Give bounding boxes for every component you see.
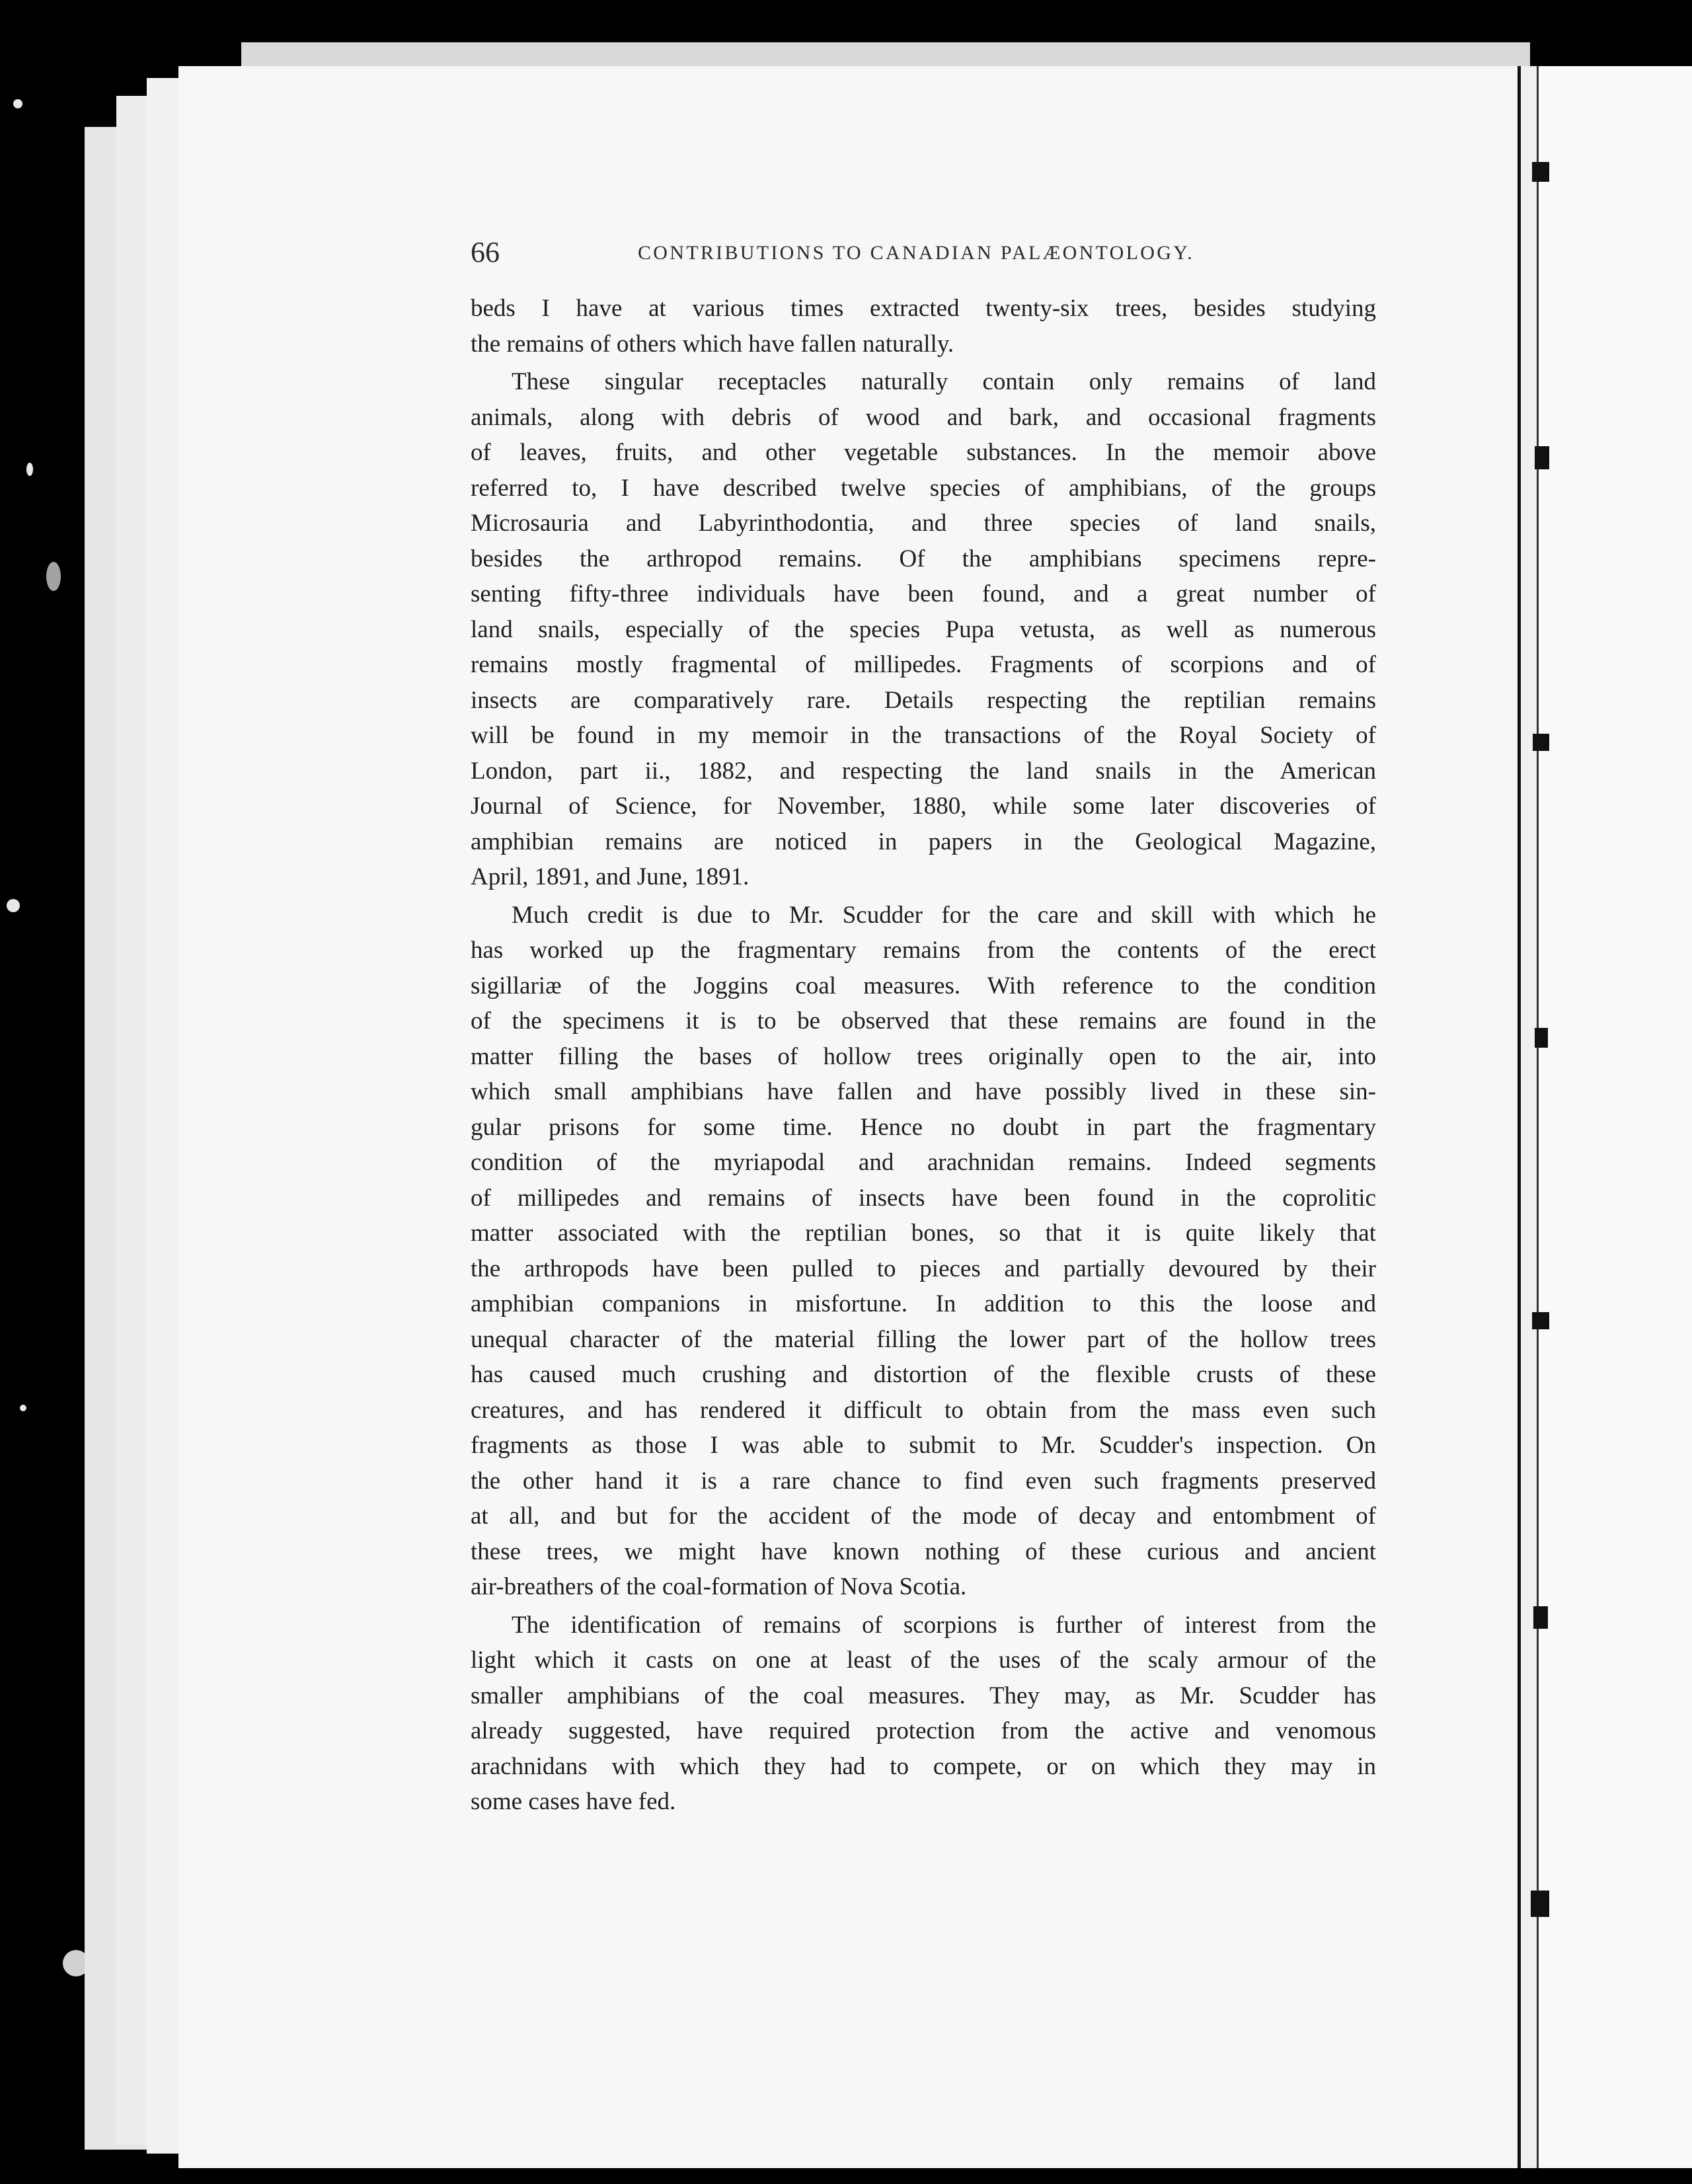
paragraph <box>471 1608 1376 1820</box>
text-line: matter associated with the reptilian bones, so that it is quite likely that <box>471 1220 1376 1247</box>
text-line: The identification of remains of scorpions is further of interest from the <box>512 1611 1376 1639</box>
text-line: will be found in my memoir in the transactions of the Royal Society of <box>471 722 1376 749</box>
text-line: of the specimens it is to be observed that these remains are found in the <box>471 1007 1376 1034</box>
text-line: matter filling the bases of hollow trees originally open to the air, into <box>471 1042 1376 1070</box>
paragraph <box>471 364 1376 895</box>
text-line: Microsauria and Labyrinthodontia, and three species of land snails, <box>471 510 1376 537</box>
text-line: Much credit is due to Mr. Scudder for the care and skill with which he <box>512 901 1376 929</box>
text-line: beds I have at various times extracted twenty-six trees, besides studying <box>471 295 1376 322</box>
running-title: CONTRIBUTIONS TO CANADIAN PALÆONTOLOGY. <box>638 242 1195 264</box>
text-line: senting fifty-three individuals have been found, and a great number of <box>471 580 1376 607</box>
scan-speck <box>20 1405 26 1411</box>
text-line: of leaves, fruits, and other vegetable substances. In the memoir above <box>471 439 1376 466</box>
text-line: animals, along with debris of wood and bark, and occasional fragments <box>471 403 1376 431</box>
binding-stitch <box>1533 734 1549 751</box>
binding-stitch <box>1532 1312 1549 1329</box>
text-line: These singular receptacles naturally contain only remains of land <box>512 368 1376 395</box>
facing-page-edge <box>1537 66 1692 2168</box>
binding-stitch <box>1531 1891 1549 1917</box>
text-line: sigillariæ of the Joggins coal measures. With reference to the condition <box>471 972 1376 999</box>
text-line: April, 1891, and June, 1891. <box>471 863 750 890</box>
scan-speck <box>46 562 61 591</box>
text-line: remains mostly fragmental of millipedes. Fragments of scorpions and of <box>471 651 1376 678</box>
paragraph <box>471 291 1376 362</box>
scan-speck <box>13 99 22 108</box>
text-line: the arthropods have been pulled to pieces and partially devoured by their <box>471 1255 1376 1282</box>
text-line: unequal character of the material filling the lower part of the hollow trees <box>471 1325 1376 1353</box>
text-line: of millipedes and remains of insects have been found in the coprolitic <box>471 1184 1376 1212</box>
binding-stitch <box>1532 162 1549 182</box>
text-line: referred to, I have described twelve species of amphibians, of the groups <box>471 474 1376 502</box>
binding-stitch <box>1535 446 1549 469</box>
text-line: already suggested, have required protection from the active and venomous <box>471 1717 1376 1744</box>
text-line: fragments as those I was able to submit to Mr. Scudder's inspection. On <box>471 1432 1376 1459</box>
text-line: smaller amphibians of the coal measures. They may, as Mr. Scudder has <box>471 1682 1376 1709</box>
body-text <box>471 291 1376 1820</box>
text-line: amphibian companions in misfortune. In addition to this the loose and <box>471 1290 1376 1317</box>
text-line: has worked up the fragmentary remains from the contents of the erect <box>471 937 1376 964</box>
running-head <box>471 236 1198 269</box>
text-line: has caused much crushing and distortion of the flexible crusts of these <box>471 1361 1376 1388</box>
paragraph <box>471 898 1376 1605</box>
text-line: arachnidans with which they had to compete, or on which they may in <box>471 1752 1376 1780</box>
binding-stitch <box>1535 1028 1548 1048</box>
text-line: gular prisons for some time. Hence no doubt in part the fragmentary <box>471 1113 1376 1141</box>
text-line: condition of the myriapodal and arachnidan remains. Indeed segments <box>471 1149 1376 1176</box>
text-line: at all, and but for the accident of the mode of decay and entombment of <box>471 1502 1376 1530</box>
text-line: creatures, and has rendered it difficult to obtain from the mass even such <box>471 1396 1376 1424</box>
text-line: some cases have fed. <box>471 1788 676 1815</box>
text-line: besides the arthropod remains. Of the amphibians specimens repre- <box>471 545 1376 572</box>
text-line: light which it casts on one at least of the uses of the scaly armour of the <box>471 1647 1376 1674</box>
text-line: London, part ii., 1882, and respecting the land snails in the American <box>471 757 1376 785</box>
text-line: which small amphibians have fallen and have possibly lived in these sin- <box>471 1078 1376 1105</box>
text-line: the remains of others which have fallen naturally. <box>471 330 954 358</box>
text-line: Journal of Science, for November, 1880, while some later discoveries of <box>471 793 1376 820</box>
binding-stitch <box>1533 1606 1548 1629</box>
book-gutter <box>1518 66 1539 2168</box>
text-line: land snails, especially of the species Pupa vetusta, as well as numerous <box>471 615 1376 643</box>
page-number: 66 <box>471 236 500 268</box>
text-line: these trees, we might have known nothing of these curious and ancient <box>471 1538 1376 1565</box>
text-line: insects are comparatively rare. Details respecting the reptilian remains <box>471 686 1376 714</box>
text-line: amphibian remains are noticed in papers in the Geological Magazine, <box>471 828 1376 855</box>
text-line: air-breathers of the coal-formation of Nova Scotia. <box>471 1573 967 1600</box>
text-line: the other hand it is a rare chance to find even such fragments preserved <box>471 1467 1376 1495</box>
scan-speck <box>7 899 20 912</box>
scan-speck <box>26 463 33 476</box>
